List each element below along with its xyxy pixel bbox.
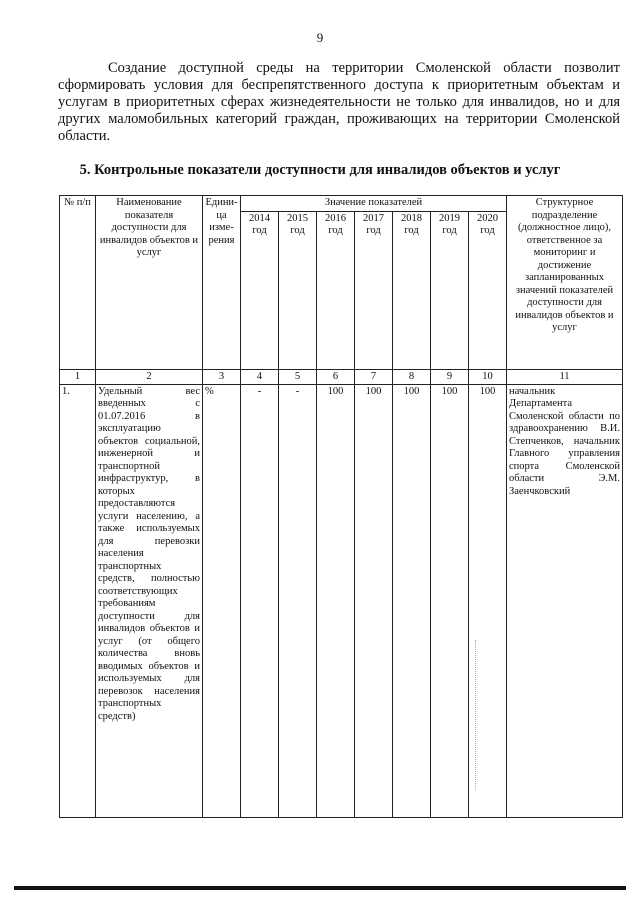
page-number: 9 — [316, 30, 324, 45]
row-value-2018: 100 — [393, 384, 431, 817]
header-name: Наименование показателя доступности для инвалидов объектов и услуг — [96, 196, 203, 370]
column-number: 11 — [507, 369, 623, 384]
column-number: 10 — [469, 369, 507, 384]
intro-paragraph: Создание доступной среды на территории Смоленской области позволит сформировать условия для беспрепятственного доступа к приоритетным объектам и услугам в приоритетных сферах жизнедеятельности не только для инвалидов, но и для других маломобильных категорий граждан, проживающих на территории Смоленской области. — [58, 60, 620, 144]
table-row — [60, 384, 623, 817]
row-responsible: начальник Департамента Смоленской области по здравоохранению В.И. Степченков, начальник Главного управления спорта Смоленской области Э.М. Заенчковский — [507, 384, 623, 817]
column-number-row — [60, 369, 623, 384]
header-year-2020: 2020 год — [469, 211, 507, 369]
column-number: 8 — [393, 369, 431, 384]
row-value-2017: 100 — [355, 384, 393, 817]
row-unit: % — [203, 384, 241, 817]
row-value-2015: - — [279, 384, 317, 817]
row-value-2016: 100 — [317, 384, 355, 817]
column-number: 2 — [96, 369, 203, 384]
row-value-2020: 100 — [469, 384, 507, 817]
column-number: 6 — [317, 369, 355, 384]
row-name: Удельный вес введенных с 01.07.2016 в эксплуатацию объектов социальной, инженерной и транспортной инфраструктур, в которых предоставляются услуги населению, а также используемых для перевозки населения транспортных средств, полностью соответствующих требованиям доступности для инвалидов объектов и услуг (от общего количества вновь вводимых объектов и используемых для перевозок населения транспортных средств) — [96, 384, 203, 817]
section-title: 5. Контрольные показатели доступности для инвалидов объектов и услуг — [79, 162, 561, 178]
header-unit: Едини-ца изме-рения — [203, 196, 241, 370]
row-value-2014: - — [241, 384, 279, 817]
header-year-2019: 2019 год — [431, 211, 469, 369]
column-number: 3 — [203, 369, 241, 384]
header-row — [60, 196, 623, 212]
row-num: 1. — [60, 384, 96, 817]
column-number: 5 — [279, 369, 317, 384]
header-responsible: Структурное подразделение (должностное лицо), ответственное за мониторинг и достижение запланированных значений показателей доступности для инвалидов объектов и услуг — [507, 196, 623, 370]
row-value-2019: 100 — [431, 384, 469, 817]
header-year-2017: 2017 год — [355, 211, 393, 369]
header-year-2016: 2016 год — [317, 211, 355, 369]
header-year-2014: 2014 год — [241, 211, 279, 369]
header-num: № п/п — [60, 196, 96, 370]
scan-artifact-line — [475, 640, 477, 790]
column-number: 4 — [241, 369, 279, 384]
indicators-table — [59, 195, 623, 818]
column-number: 9 — [431, 369, 469, 384]
header-values-group: Значение показателей — [241, 196, 507, 212]
column-number: 7 — [355, 369, 393, 384]
column-number: 1 — [60, 369, 96, 384]
header-year-2018: 2018 год — [393, 211, 431, 369]
header-year-2015: 2015 год — [279, 211, 317, 369]
footer-bar — [14, 886, 626, 890]
